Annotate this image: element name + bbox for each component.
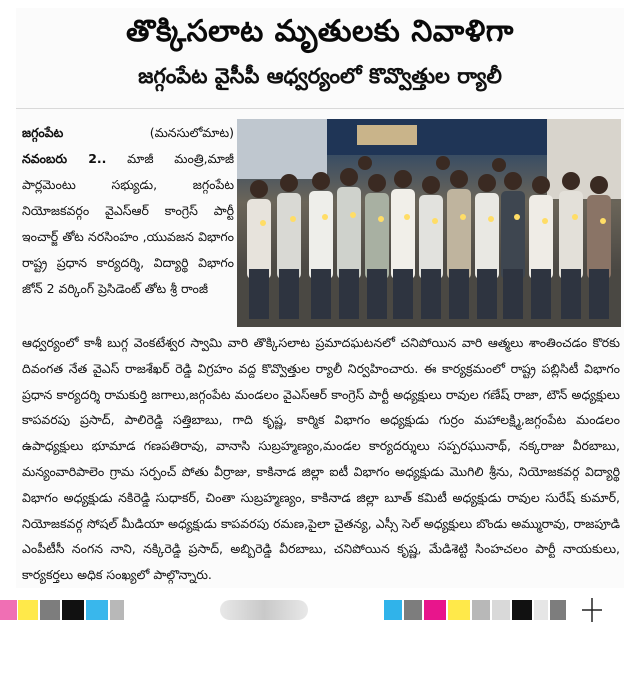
color-swatch (424, 600, 446, 620)
color-swatch (110, 600, 124, 620)
color-swatch (384, 600, 402, 620)
color-swatch (62, 600, 84, 620)
print-color-bar-right (384, 600, 580, 620)
color-swatch (472, 600, 490, 620)
subheadline: జగ్గంపేట వైసీపీ ఆధ్వర్యంలో కొవ్వొత్తుల ర్యాలీ (138, 64, 502, 88)
candlelight-rally-photo (237, 119, 621, 327)
color-swatch (0, 600, 17, 620)
color-swatch (492, 600, 510, 620)
print-pill-mark (220, 600, 308, 620)
lead-text: మాజీ మంత్రి,మాజీ పార్లమెంటు సభ్యుడు, జగ్గంపేట నియోజకవర్గం వైఎస్ఆర్ కాంగ్రెస్ పార్టీ ఇంచార్జ్ తోట నరసింహం ,యువజన విభాగం రాష్ట్ర ప్రధాన కార్యదర్శి, విద్యార్థి విభాగం జోన్ 2 వర్కింగ్ ప్రెసిడెంట్ తోట శ్రీ రాంజీ (22, 151, 234, 296)
color-swatch (534, 600, 548, 620)
color-swatch (512, 600, 532, 620)
color-swatch (18, 600, 38, 620)
color-swatch (86, 600, 108, 620)
registration-crosshair-icon (582, 598, 602, 622)
article-photo (237, 119, 621, 327)
color-swatch (550, 600, 566, 620)
color-swatch (40, 600, 60, 620)
divider (16, 108, 624, 109)
headline: తొక్కిసలాట మృతులకు నివాళిగా (126, 14, 514, 49)
article-body: ఆధ్వర్యంలో కాశీ బుగ్గ వెంకటేశ్వర స్వామి వారి తొక్కిసలాట ప్రమాదఘటనలో చనిపోయిన వారి ఆత్మలు శాంతించడం కొరకు దివంగత నేత వైఎస్ రాజశేఖర్ రెడ్డి విగ్రహం వద్ద కొవ్వొత్తుల ర్యాలీ నిర్వహించారు. ఈ కార్యక్రమంలో రాష్ట్ర పబ్లిసిటీ విభాగం ప్రధాన కార్యదర్శి రామకుర్తి జగాలు,జగ్గంపేట మండలం వైఎస్ఆర్ కాంగ్రెస్ పార్టీ అధ్యక్షులు రావుల గణేష్ రాజా, టౌన్ అధ్యక్షులు కాపవరపు ప్రసాద్, పాలిరెడ్డి సత్తిబాబు, గాది కృష్ణ, కార్మిక విభాగం అధ్యక్షుడు గుర్రం మహాలక్ష్మి,జగ్గంపేట మండలం ఉపాధ్యక్షులు భూమాడ గణపతిరావు, వానాసి సుబ్రహ్మణ్యం,మండల కార్యదర్శులు సప్పరఘునాథ్, నక్కరాజు వీరబాబు, మన్యంవారిపాలెం గ్రామ సర్పంచ్ పోతు వీర్రాజు, కాకినాడ జిల్లా ఐటీ విభాగం అధ్యక్షుడు మొగిలి శ్రీను, నియోజకవర్గ విద్యార్థి విభాగం అధ్యక్షుడు నకిరెడ్డి సుధాకర్, చింతా సుబ్రహ్మణ్యం, కాకినాడ జిల్లా బూత్ కమిటీ అధ్యక్షుడు రావుల సురేష్ కుమార్, నియోజకవర్గ సోషల్ మీడియా అధ్యక్షుడు కాపవరపు రమణ,పైలా చైతన్య, ఎస్సీ సెల్ అధ్యక్షులు బొండు అమ్మురావు, రాజపూడి ఎంపీటీసీ నంగన నాని, నక్కిరెడ్డి ప్రసాద్, అబ్బిరెడ్డి వీరబాబు, చనిపోయిన కృష్ణ, మేడిశెట్టి సింహచలం పార్టీ నాయకులు, కార్యకర్తలు అధిక సంఖ్యలో పాల్గొన్నారు. (22, 335, 620, 583)
print-color-bar-left (0, 600, 130, 620)
newspaper-clipping (16, 8, 624, 588)
color-swatch (448, 600, 470, 620)
dateline-source: (మనసులోమాట) (149, 125, 234, 140)
dateline-date: నవంబరు 2.. (22, 151, 107, 166)
lead-paragraph (22, 120, 234, 302)
dateline-place: జగ్గంపేట (22, 125, 64, 140)
color-swatch (404, 600, 422, 620)
